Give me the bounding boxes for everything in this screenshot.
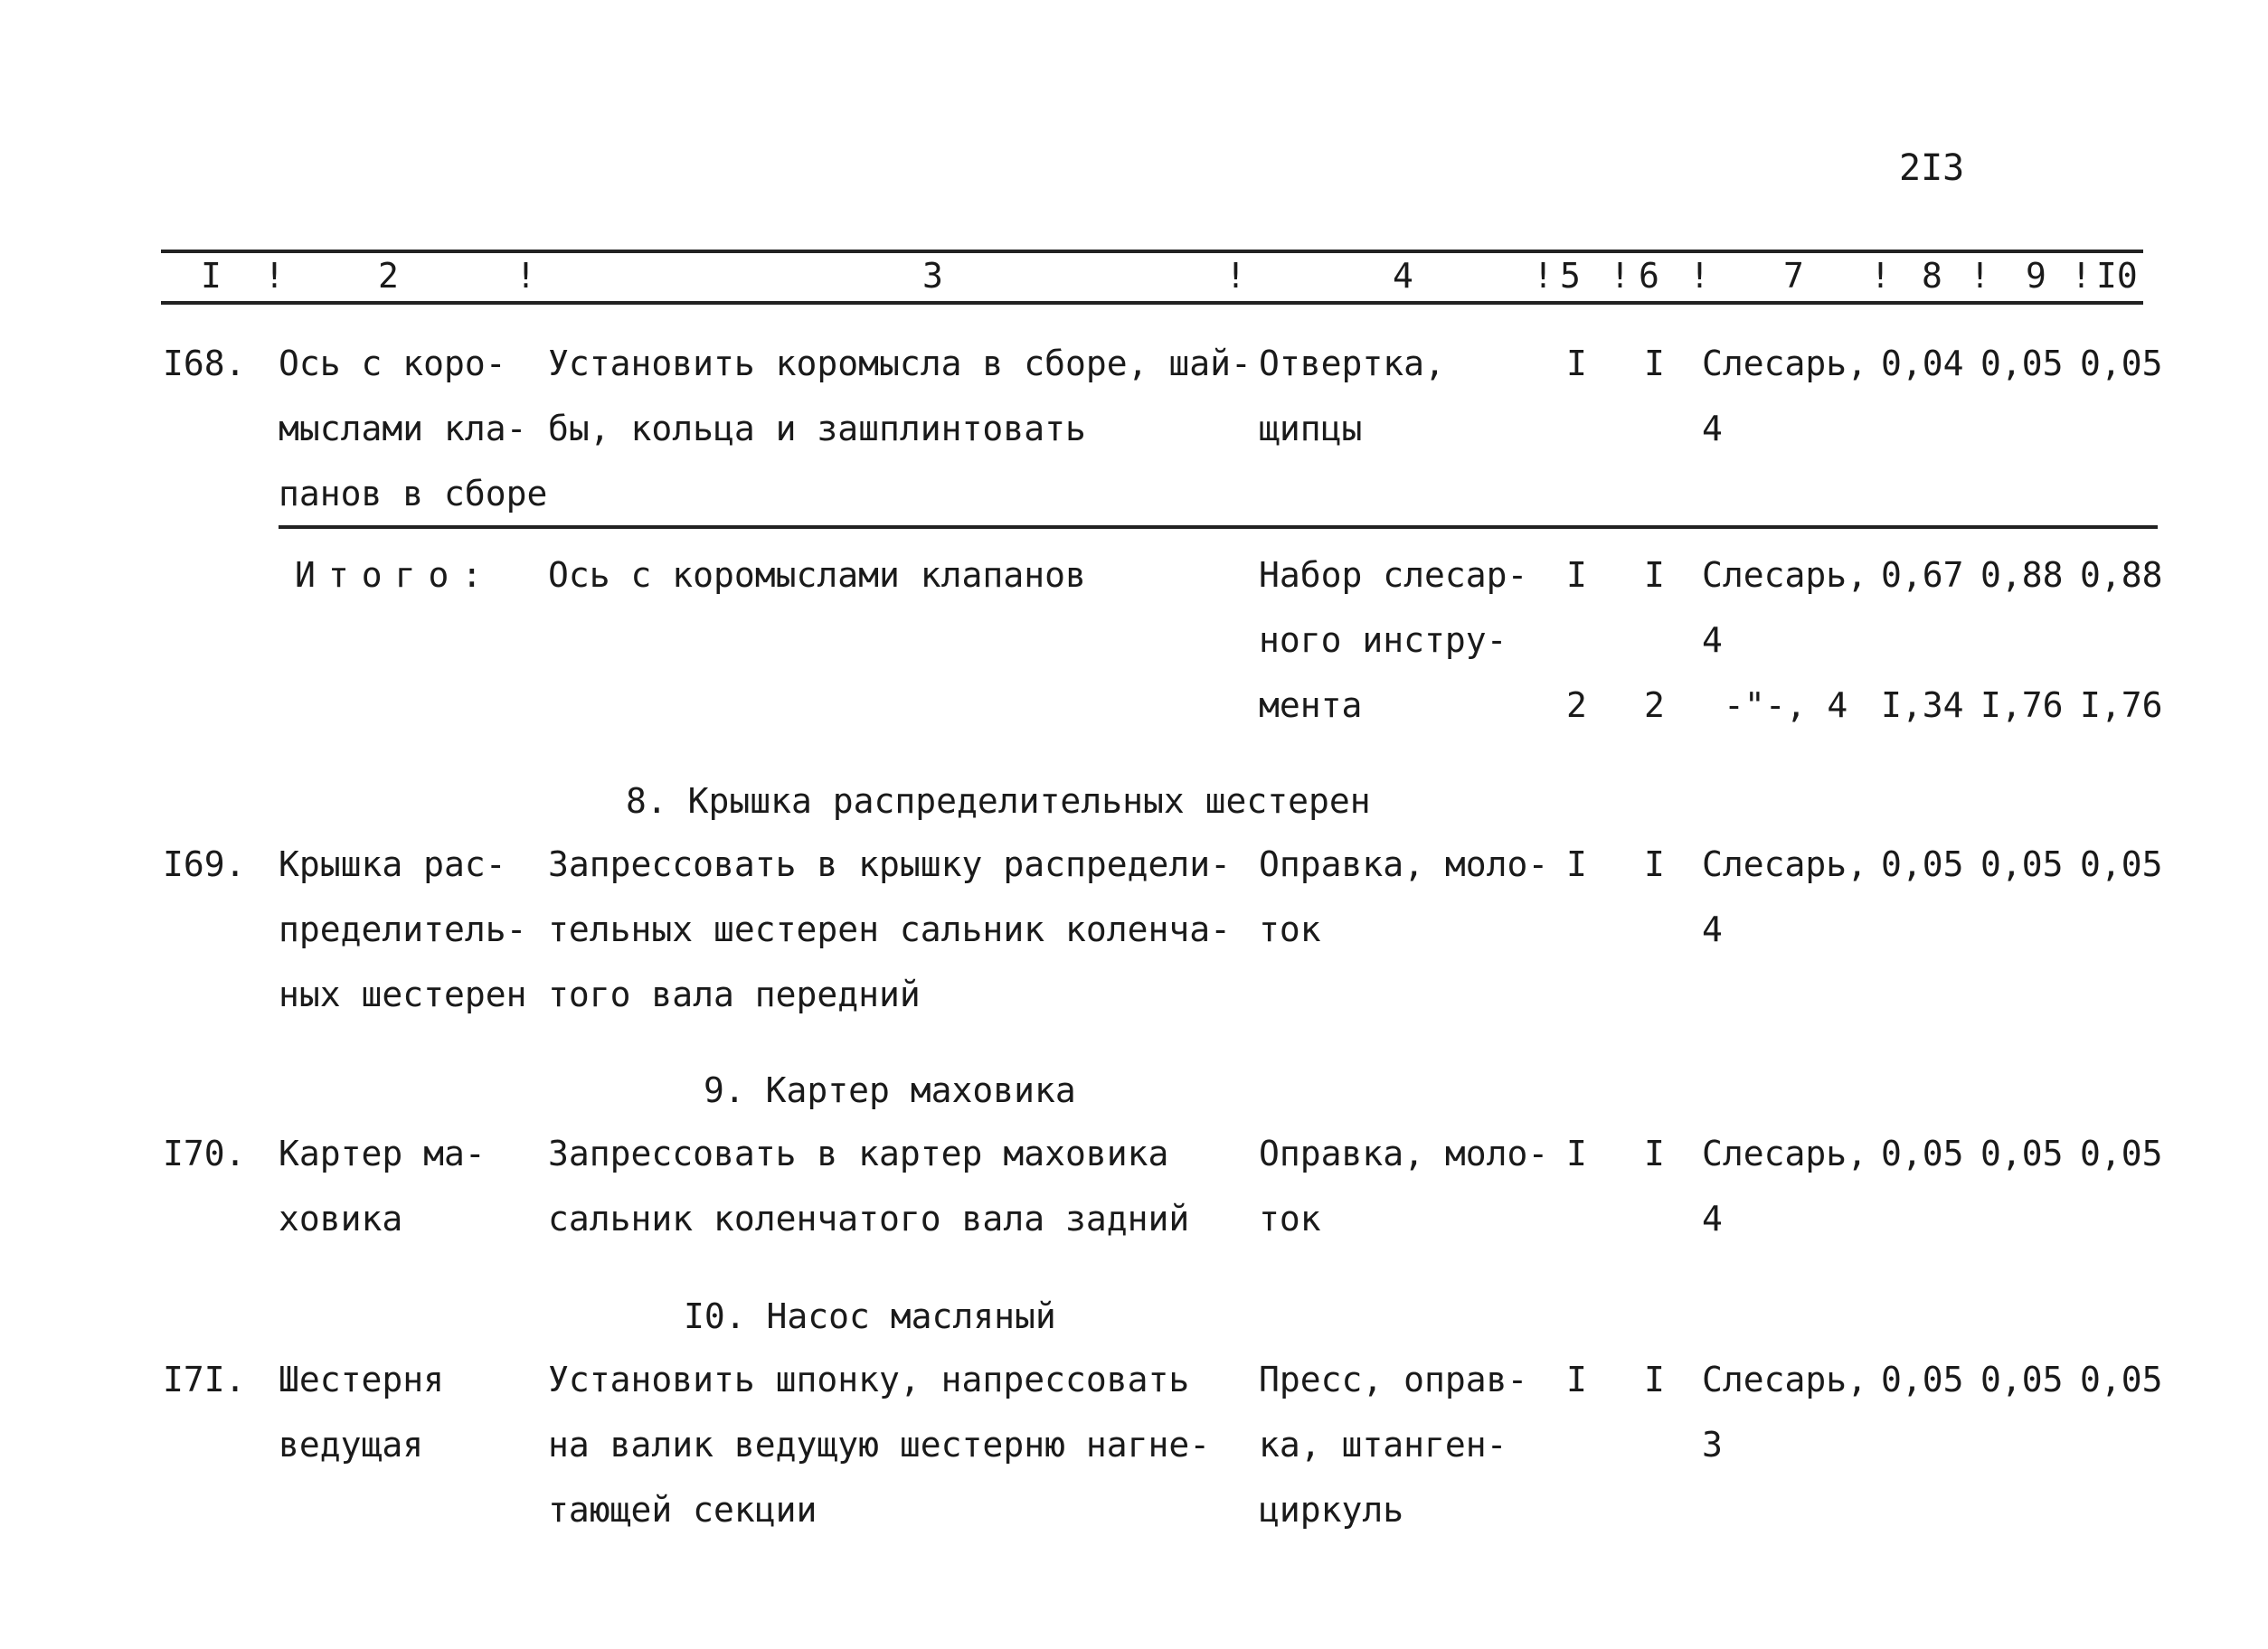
part-name-line: ведущая — [279, 1425, 424, 1465]
operation-text: Ось с коромыслами клапанов — [548, 555, 1086, 595]
part-name-line: ховика — [279, 1199, 403, 1239]
col-sep: ! — [1610, 256, 1630, 296]
part-name — [279, 832, 527, 1027]
col8-value: 0,04 — [1881, 344, 1964, 383]
part-name — [279, 1121, 486, 1251]
col6-value: I — [1644, 844, 1665, 884]
worker-line: Слесарь, — [1702, 555, 1868, 595]
col6-value: I — [1644, 344, 1665, 383]
col8-value: 0,05 — [1881, 844, 1964, 884]
col-sep: ! — [2071, 256, 2092, 296]
col6-value: 2 — [1644, 685, 1665, 725]
part-name-line: панов в сборе — [279, 474, 548, 514]
col-header-8: 8 — [1922, 256, 1942, 296]
col-header-10: I0 — [2096, 256, 2138, 296]
tools-line: циркуль — [1259, 1490, 1404, 1530]
worker-grade — [1702, 1121, 1867, 1251]
section-heading: 8. Крышка распределительных шестерен — [626, 781, 1371, 821]
operation-text — [548, 1347, 1210, 1542]
col6-value: I — [1644, 555, 1665, 595]
operation-line: бы, кольца и зашплинтовать — [548, 409, 1086, 448]
col8-value: 0,05 — [1881, 1360, 1964, 1399]
operation-line: тающей секции — [548, 1490, 817, 1530]
col-sep: ! — [1225, 256, 1246, 296]
col5-value: 2 — [1566, 685, 1587, 725]
part-name-line: Крышка рас- — [279, 844, 506, 884]
col6-value: I — [1644, 1360, 1665, 1399]
worker-line: Слесарь, — [1702, 1134, 1868, 1173]
col10-value: 0,05 — [2080, 844, 2163, 884]
col10-value: 0,05 — [2080, 1360, 2163, 1399]
col6-value: I — [1644, 1134, 1665, 1173]
operation-text — [548, 1121, 1189, 1251]
tools-line: Оправка, моло- — [1259, 1134, 1549, 1173]
col-header-5: 5 — [1560, 256, 1581, 296]
col-header-4: 4 — [1393, 256, 1413, 296]
part-name — [279, 331, 547, 526]
col5-value: I — [1566, 344, 1587, 383]
col-sep: ! — [515, 256, 536, 296]
tools-text — [1259, 542, 1527, 738]
col9-value: 0,88 — [1980, 555, 2064, 595]
worker-line: 4 — [1702, 409, 1723, 448]
operation-text — [548, 331, 1252, 461]
section-heading: 9. Картер маховика — [704, 1070, 1076, 1110]
col10-value: I,76 — [2080, 685, 2163, 725]
tools-text — [1259, 1121, 1548, 1251]
worker-line: Слесарь, — [1702, 344, 1868, 383]
worker-grade — [1702, 832, 1867, 962]
col-header-6: 6 — [1639, 256, 1659, 296]
col9-value: I,76 — [1980, 685, 2064, 725]
total-label: Итого: — [295, 555, 496, 595]
worker-grade — [1702, 1347, 1867, 1477]
col-header-3: 3 — [922, 256, 943, 296]
part-name-line: мыслами кла- — [279, 409, 527, 448]
worker-line: 3 — [1702, 1425, 1723, 1465]
tools-line: щипцы — [1259, 409, 1363, 448]
operation-line: Запрессовать в картер маховика — [548, 1134, 1169, 1173]
part-name — [279, 1347, 444, 1477]
part-name-line: Шестерня — [279, 1360, 445, 1399]
row-number: I69. — [163, 844, 246, 884]
col5-value: I — [1566, 555, 1587, 595]
col-header-9: 9 — [2026, 256, 2046, 296]
tools-line: ного инстру- — [1259, 620, 1507, 660]
col8-value: 0,67 — [1881, 555, 1964, 595]
worker-grade: -"-, 4 — [1724, 685, 1848, 725]
col9-value: 0,05 — [1980, 1134, 2064, 1173]
tools-text — [1259, 832, 1548, 962]
row-number: I68. — [163, 344, 246, 383]
row-divider — [279, 525, 2158, 529]
tools-text — [1259, 1347, 1527, 1542]
worker-line: Слесарь, — [1702, 1360, 1868, 1399]
col-sep: ! — [1970, 256, 1990, 296]
tools-text — [1259, 331, 1445, 461]
col9-value: 0,05 — [1980, 1360, 2064, 1399]
part-name-line: Ось с коро- — [279, 344, 506, 383]
tools-line: мента — [1259, 685, 1363, 725]
page-number: 2I3 — [1899, 147, 1965, 189]
operation-line: на валик ведущую шестерню нагне- — [548, 1425, 1211, 1465]
worker-line: 4 — [1702, 909, 1723, 949]
tools-line: ка, штанген- — [1259, 1425, 1507, 1465]
operation-line: Установить шпонку, напрессовать — [548, 1360, 1190, 1399]
tools-line: Отвертка, — [1259, 344, 1445, 383]
worker-line: 4 — [1702, 1199, 1723, 1239]
operation-line: тельных шестерен сальник коленча- — [548, 909, 1231, 949]
operation-text — [548, 832, 1231, 1027]
section-heading: I0. Насос масляный — [684, 1296, 1056, 1336]
col-sep: ! — [1870, 256, 1891, 296]
col5-value: I — [1566, 1360, 1587, 1399]
operation-line: сальник коленчатого вала задний — [548, 1199, 1190, 1239]
part-name-line: Картер ма- — [279, 1134, 486, 1173]
col-header-2: 2 — [378, 256, 399, 296]
operation-line: Установить коромысла в сборе, шай- — [548, 344, 1252, 383]
col9-value: 0,05 — [1980, 844, 2064, 884]
col-sep: ! — [264, 256, 285, 296]
col5-value: I — [1566, 1134, 1587, 1173]
tools-line: Пресс, оправ- — [1259, 1360, 1528, 1399]
col10-value: 0,05 — [2080, 1134, 2163, 1173]
col8-value: I,34 — [1881, 685, 1964, 725]
operation-line: того вала передний — [548, 975, 921, 1014]
col10-value: 0,88 — [2080, 555, 2163, 595]
worker-grade — [1702, 542, 1867, 673]
worker-grade — [1702, 331, 1867, 461]
tools-line: ток — [1259, 909, 1321, 949]
row-number: I70. — [163, 1134, 246, 1173]
part-name-line: пределитель- — [279, 909, 527, 949]
col-header-1: I — [201, 256, 222, 296]
worker-line: Слесарь, — [1702, 844, 1868, 884]
col8-value: 0,05 — [1881, 1134, 1964, 1173]
col10-value: 0,05 — [2080, 344, 2163, 383]
col9-value: 0,05 — [1980, 344, 2064, 383]
col-header-7: 7 — [1783, 256, 1804, 296]
operation-line: Запрессовать в крышку распредели- — [548, 844, 1231, 884]
col5-value: I — [1566, 844, 1587, 884]
column-header-row — [0, 249, 2268, 303]
col-sep: ! — [1533, 256, 1554, 296]
col-sep: ! — [1689, 256, 1710, 296]
row-number: I7I. — [163, 1360, 246, 1399]
tools-line: Набор слесар- — [1259, 555, 1528, 595]
worker-line: 4 — [1702, 620, 1723, 660]
tools-line: ток — [1259, 1199, 1321, 1239]
tools-line: Оправка, моло- — [1259, 844, 1549, 884]
part-name-line: ных шестерен — [279, 975, 527, 1014]
